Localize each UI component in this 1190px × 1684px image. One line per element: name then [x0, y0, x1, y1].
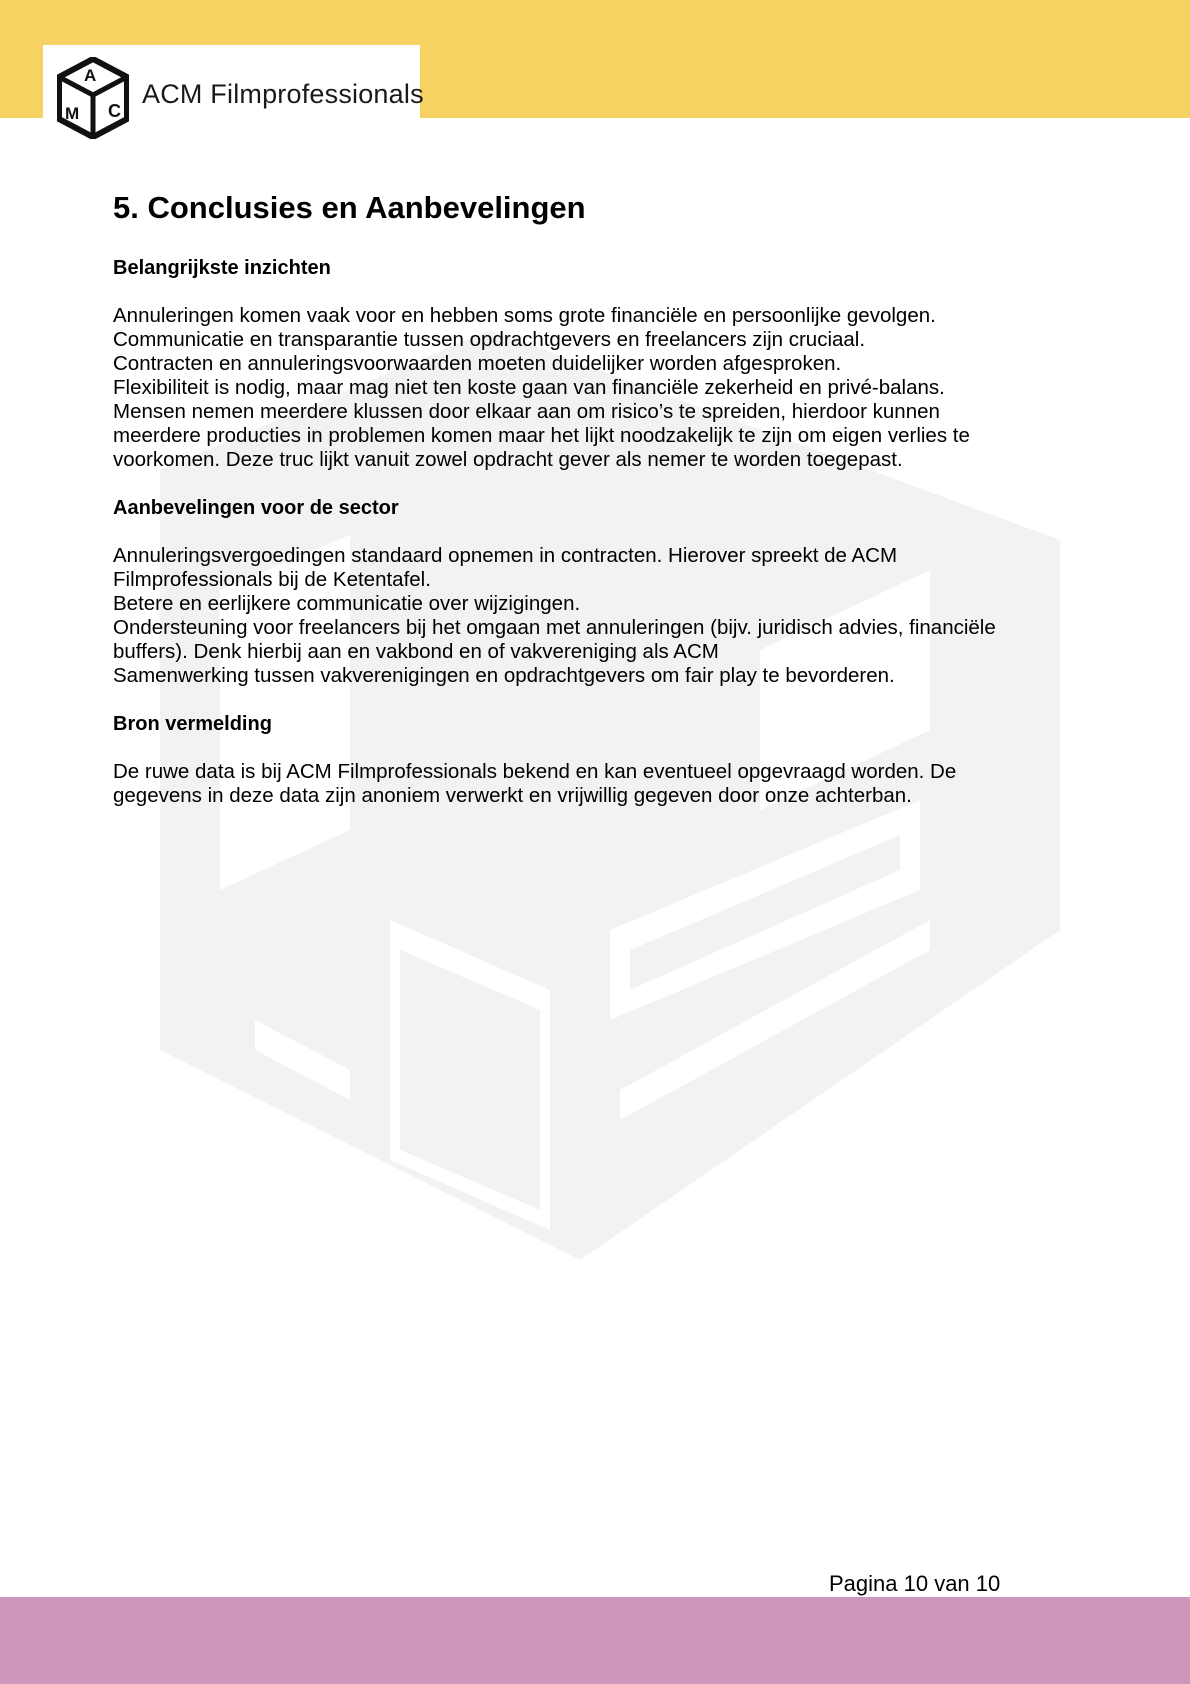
section-heading-inzichten: Belangrijkste inzichten [113, 257, 331, 279]
text-line: Samenwerking tussen vakverenigingen en opdrachtgevers om fair play te bevorderen. [113, 664, 895, 687]
text-line: Mensen nemen meerdere klussen door elkaar aan om risico’s te spreiden, hierdoor kunnen [113, 400, 940, 423]
logo-name: ACM Filmprofessionals [142, 79, 424, 109]
page-title: 5. Conclusies en Aanbevelingen [113, 190, 586, 225]
header-logo [43, 45, 424, 145]
text-line: Annuleringen komen vaak voor en hebben soms grote financiële en persoonlijke gevolgen. [113, 304, 936, 327]
acm-cube-logo-icon [57, 57, 129, 139]
section-body-aanbevelingen [113, 544, 1093, 688]
text-line: buffers). Denk hierbij aan en vakbond en of vakvereniging als ACM [113, 640, 719, 663]
logo-letter-c: C [108, 101, 121, 121]
page-number: Pagina 10 van 10 [829, 1571, 1001, 1596]
text-line: Communicatie en transparantie tussen opdrachtgevers en freelancers zijn cruciaal. [113, 328, 866, 351]
logo-letter-a: A [84, 66, 97, 85]
section-body-bron [113, 760, 1093, 808]
document-body [113, 186, 1093, 832]
footer-band [0, 1597, 1190, 1684]
text-line: Ondersteuning voor freelancers bij het omgaan met annuleringen (bijv. juridisch advies, financiële [113, 616, 996, 639]
logo-letter-m: M [65, 104, 80, 123]
text-line: Flexibiliteit is nodig, maar mag niet ten koste gaan van financiële zekerheid en privé-balans. [113, 376, 945, 399]
text-line: De ruwe data is bij ACM Filmprofessionals bekend en kan eventueel opgevraagd worden. De [113, 760, 957, 783]
text-line: Contracten en annuleringsvoorwaarden moeten duidelijker worden afgesproken. [113, 352, 842, 375]
text-line: Annuleringsvergoedingen standaard opnemen in contracten. Hierover spreekt de ACM [113, 544, 898, 567]
section-heading-aanbevelingen: Aanbevelingen voor de sector [113, 497, 399, 519]
section-heading-bron: Bron vermelding [113, 713, 272, 735]
text-line: Filmprofessionals bij de Ketentafel. [113, 568, 431, 591]
text-line: voorkomen. Deze truc lijkt vanuit zowel opdracht gever als nemer te worden toegepast. [113, 448, 903, 471]
text-line: meerdere producties in problemen komen maar het lijkt noodzakelijk te zijn om eigen verlies te [113, 424, 970, 447]
section-body-inzichten [113, 304, 1093, 472]
text-line: gegevens in deze data zijn anoniem verwerkt en vrijwillig gegeven door onze achterban. [113, 784, 912, 807]
text-line: Betere en eerlijkere communicatie over wijzigingen. [113, 592, 581, 615]
